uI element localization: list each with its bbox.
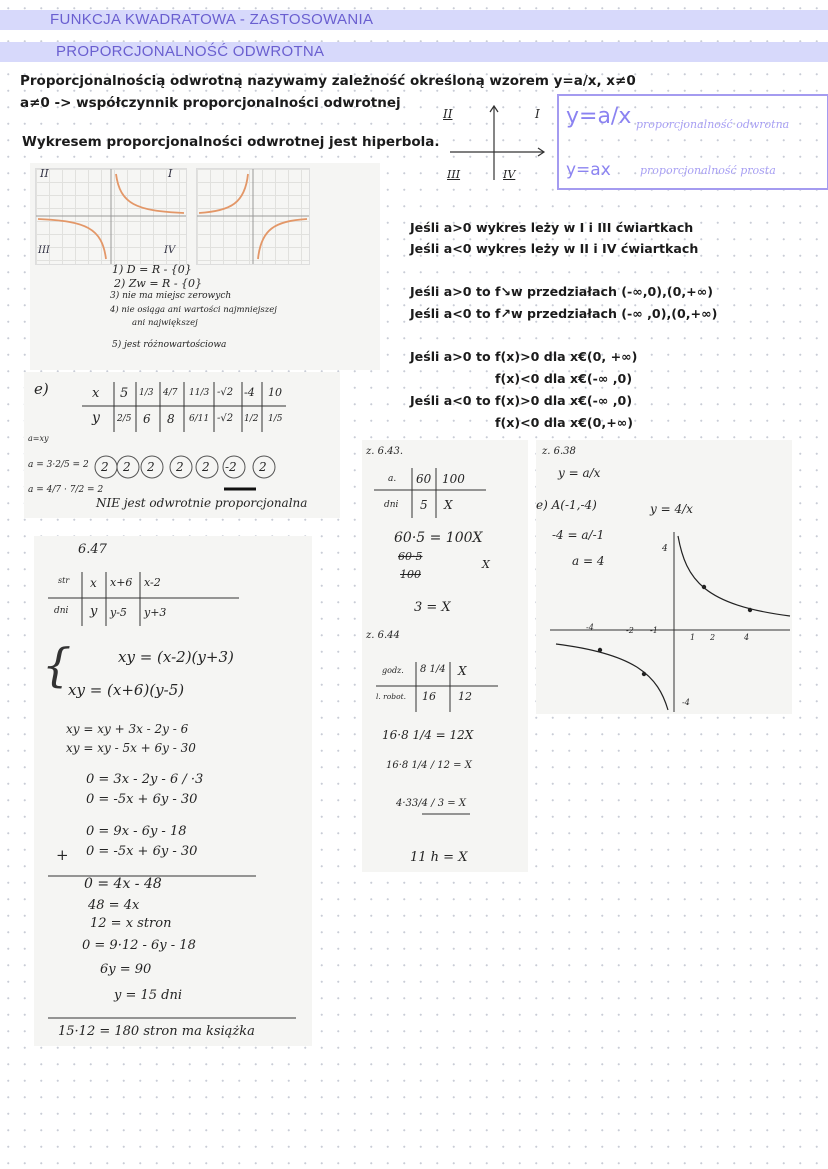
equation-line: xy = (x-2)(y+3) [118,648,234,666]
x-tick-label: -1 [650,626,658,635]
circled-value: 2 [123,460,131,474]
equation-line: 48 = 4x [88,898,140,913]
work-line: 100 [400,568,421,581]
photo-proportion-table [24,372,340,518]
photo1-note: ani największej [132,318,198,328]
table-x-cell: 10 [268,386,282,399]
photo-hyperbolas [30,163,380,370]
given-formula: y = a/x [558,466,601,480]
direct-note: proporcjonalność prosta [640,164,776,177]
table-x-cell: 5 [120,386,129,401]
table-y-cell: 8 [167,412,175,426]
tab1-cell: dni [384,500,399,510]
page-subtitle: PROPORCJONALNOŚĆ ODWROTNA [56,43,325,60]
rule-sign-4: f(x)<0 dla x€(0,+∞) [495,415,634,430]
x-tick-label: 1 [690,633,696,642]
equation-line: xy = (x+6)(y-5) [68,681,185,699]
rule-sign-1: Jeśli a>0 to f(x)>0 dla x€(0, +∞) [410,349,638,364]
rule-sign-2: f(x)<0 dla x€(-∞ ,0) [495,371,633,386]
exercise-643-title: z. 6.43. [366,446,404,457]
x-tick-label: 2 [710,633,716,642]
equation-line: 0 = -5x + 6y - 30 [86,844,198,859]
table-head-cell: x+6 [110,576,133,589]
tab1-cell: 60 [416,472,432,486]
circled-value: 2 [202,460,210,474]
quadrant-i-label: I [535,107,540,121]
calc-line: a = 3·2/5 = 2 [28,460,89,470]
photo1-note: 1) D = R - {0} [112,263,192,276]
rule-monotonic-negative: Jeśli a<0 to f↗w przedziałach (-∞ ,0),(0,+∞) [410,306,718,321]
tab2-cell: 12 [458,690,472,703]
table-row-cell: y-5 [110,606,127,619]
conclusion: NIE jest odwrotnie proporcjonalna [96,496,308,510]
work-line: 16·8 1/4 = 12X [382,728,474,742]
tab2-cell: X [458,664,467,678]
quadrant-ii-label: II [443,107,453,121]
photo1-q2: II [40,167,49,180]
side-note: a=xy [28,434,49,443]
tab2-cell: 8 1/4 [420,664,446,675]
photo-exercises-643-644 [362,440,528,872]
equation-line: xy = xy + 3x - 2y - 6 [66,722,189,736]
exercise-647-title: 6.47 [78,542,107,557]
work-line: 16·8 1/4 / 12 = X [386,760,472,771]
table-x-cell: -√2 [217,387,234,398]
graph-definition-line: Wykresem proporcjonalności odwrotnej jest hiperbola. [22,134,440,150]
table-x-cell: x [92,386,100,401]
table-x-cell: 11/3 [189,388,210,398]
table-row-cell: y [90,604,98,619]
y-tick-positive: 4 [662,544,668,554]
y-tick-negative: -4 [682,698,690,707]
brace-icon: { [42,638,72,692]
tab2-cell: 16 [422,690,436,703]
equation-line: 15·12 = 180 stron ma książka [58,1024,255,1039]
work-line: 60·5 = 100X [394,530,483,546]
exercise-638-title: z. 6.38 [542,446,576,457]
table-row-cell: dni [54,606,69,616]
x-tick-label: 4 [744,633,750,642]
hyperbola-graph [536,440,792,714]
photo-exercise-647 [34,536,312,1046]
equation-line: 0 = 3x - 2y - 6 / ·3 [86,772,204,787]
tab2-cell: l. robot. [376,692,406,701]
table-y-cell: 1/5 [268,414,283,424]
circled-value: 2 [259,460,267,474]
photo1-note: 2) Zw = R - {0} [114,277,203,290]
x-tick-label: -2 [626,626,634,635]
graph-function-label: y = 4/x [650,502,693,516]
photo1-q1: I [168,167,173,180]
circled-value: -2 [225,460,237,474]
photo1-note: 4) nie osiąga ani wartości najmniejszej [110,305,277,315]
table-y-cell: -√2 [217,413,234,424]
tab1-cell: X [444,498,453,512]
exercise-644-title: z. 6.44 [366,630,400,641]
tab1-cell: 5 [420,498,428,512]
table-y-cell: 1/2 [244,414,259,424]
table-y-cell: 6 [143,412,151,426]
result: a = 4 [572,554,605,568]
circled-value: 2 [101,460,109,474]
quadrant-iv-label: IV [503,168,516,181]
rule-monotonic-positive: Jeśli a>0 to f↘w przedziałach (-∞,0),(0,+∞) [410,284,713,299]
equation-line: 0 = 9·12 - 6y - 18 [82,938,196,953]
x-mark: X [482,558,490,571]
equation-line: 6y = 90 [100,962,152,977]
coefficient-line: a≠0 -> współczynnik proporcjonalności odwrotnej [20,95,401,111]
work-line: 60·5 [398,550,423,563]
inverse-note: proporcjonalność odwrotna [636,118,790,131]
photo1-note: 3) nie ma miejsc zerowych [110,291,232,301]
table-head-cell: x-2 [144,576,161,589]
equation-line: 0 = -5x + 6y - 30 [86,792,198,807]
tab2-cell: godz. [382,666,404,675]
rule-sign-3: Jeśli a<0 to f(x)>0 dla x€(-∞ ,0) [410,393,633,408]
table-head-cell: str [58,576,70,585]
exercise-647-lines [34,536,312,1046]
photo1-q4: IV [164,245,176,256]
circled-value: 2 [176,460,184,474]
rule-graph-positive: Jeśli a>0 wykres leży w I i III ćwiartkach [410,220,694,235]
tab1-cell: a. [388,474,397,484]
rule-graph-negative: Jeśli a<0 wykres leży w II i IV ćwiartkach [410,241,699,256]
table-label: e) [34,380,49,398]
calc-line: a = 4/7 · 7/2 = 2 [28,485,104,495]
equation-line: 0 = 9x - 6y - 18 [86,824,187,839]
table-x-cell: 1/3 [139,388,154,398]
table-x-cell: 4/7 [163,388,178,398]
photo-exercise-638 [536,440,792,714]
work-line: 3 = X [414,600,451,615]
definition-line: Proporcjonalnością odwrotną nazywamy zależność określoną wzorem y=a/x, x≠0 [20,73,636,89]
quadrant-iii-label: III [447,168,461,181]
plus-sign: + [56,846,69,864]
table-y-cell: y [92,410,100,426]
tab1-cell: 100 [442,472,465,486]
direct-formula: y=ax [566,160,611,180]
table-head-cell: x [90,576,97,590]
equation-line: 12 = x stron [90,916,172,931]
table-x-cell: -4 [244,386,255,399]
work-line: 11 h = X [410,850,468,865]
table-y-cell: 2/5 [117,414,132,424]
page-title: FUNKCJA KWADRATOWA - ZASTOSOWANIA [50,11,374,28]
given-point: e) A(-1,-4) [536,498,597,512]
equation: -4 = a/-1 [552,528,605,542]
x-tick-label: -4 [586,623,594,632]
equation-line: xy = xy - 5x + 6y - 30 [66,741,196,755]
inverse-formula: y=a/x [566,104,632,129]
table-row-cell: y+3 [144,606,167,619]
photo1-note: 5) jest różnowartościowa [112,340,227,350]
photo1-q3: III [38,245,50,256]
graph-negative-a [196,168,310,265]
table-y-cell: 6/11 [189,414,210,424]
circled-value: 2 [147,460,155,474]
equation-line: y = 15 dni [114,988,183,1003]
equation-line: 0 = 4x - 48 [84,876,162,892]
hyperbola-negative [197,169,309,264]
work-line: 4·33/4 / 3 = X [396,798,466,809]
